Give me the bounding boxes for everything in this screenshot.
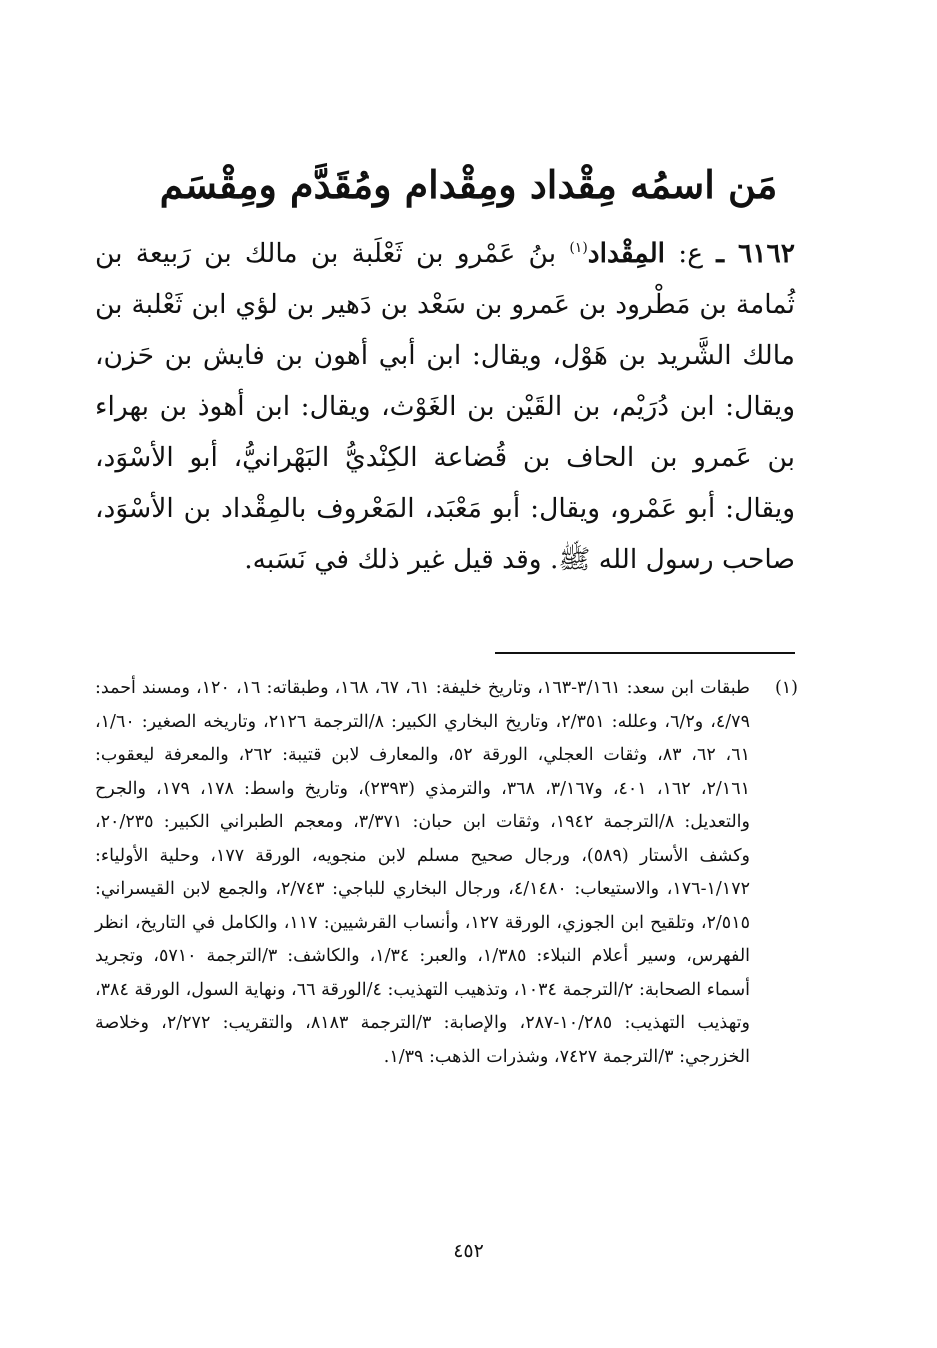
- entry-text: بنُ عَمْرو بن ثَعْلَبة بن مالك بن رَبيعة بن ثُمامة بن مَطْرود بن عَمرو بن سَعْد بن دَهير بن لؤي ابن ثَعْلبة بن مالك الشَّريد بن هَوْل، ويقال: ابن أبي أهون بن فايش بن حَزن، ويقال: ابن دُرَيْم، بن القَيْن بن الغَوْث، ويقال: ابن أهوذ بن بهراء بن عَمرو بن الحاف بن قُضاعة الكِنْديُّ البَهْرانيُّ، أبو الأسْوَد، ويقال: أبو عَمْرو، ويقال: أبو مَعْبَد، المَعْروف بالمِقْداد بن الأسْوَد، صاحب رسول الله ﷺ. وقد قيل غير ذلك في نَسَبه.: [95, 238, 795, 575]
- footnote-reference: (١): [569, 240, 588, 257]
- biography-entry: [95, 228, 795, 585]
- footnote-marker: (١): [774, 678, 798, 698]
- entry-code: ع:: [678, 238, 704, 269]
- entry-name: المِقْداد: [587, 238, 666, 269]
- entry-number: ٦١٦٢ ـ: [716, 238, 795, 269]
- footnote-divider: [495, 652, 795, 654]
- page-number: ٤٥٢: [453, 1240, 484, 1262]
- footnote: [95, 672, 798, 1074]
- footnote-text: طبقات ابن سعد: ٣/١٦١-١٦٣، وتاريخ خليفة: ٦١، ٦٧، ١٦٨، وطبقاته: ١٦، ١٢٠، ومسند أحمد: ٤/٧٩، و٦/٢، وعلله: ٢/٣٥١، وتاريخ البخاري الكبير: ٨/الترجمة ٢١٢٦، وتاريخه الصغير: ١/٦٠، ٦١، ٦٢، ٨٣، وثقات العجلي، الورقة ٥٢، والمعارف لابن قتيبة: ٢٦٢، والمعرفة ليعقوب: ٢/١٦١، ١٦٢، ٤٠١، و٣/١٦٧، ٣٦٨، والترمذي (٢٣٩٣)، وتاريخ واسط: ١٧٨، ١٧٩، والجرح والتعديل: ٨/الترجمة ١٩٤٢، وثقات ابن حبان: ٣/٣٧١، ومعجم الطبراني الكبير: ٢٠/٢٣٥، وكشف الأستار (٥٨٩)، ورجال صحيح مسلم لابن منجويه، الورقة ١٧٧، وحلية الأولياء: ١/١٧٢-١٧٦، والاستيعاب: ٤/١٤٨٠، ورجال البخاري للباجي: ٢/٧٤٣، والجمع لابن القيسراني: ٢/٥١٥، وتلقيح ابن الجوزي، الورقة ١٢٧، وأنساب القرشيين: ١١٧، والكامل في التاريخ، انظر الفهرس، وسير أعلام النبلاء: ١/٣٨٥، والعبر: ١/٣٤، والكاشف: ٣/الترجمة ٥٧١٠، وتجريد أسماء الصحابة: ٢/الترجمة ١٠٣٤، وتذهيب التهذيب: ٤/الورقة ٦٦، ونهاية السول، الورقة ٣٨٤، وتهذيب التهذيب: ١٠/٢٨٥-٢٨٧، والإصابة: ٣/الترجمة ٨١٨٣، والتقريب: ٢/٢٧٢، وخلاصة الخزرجي: ٣/الترجمة ٧٤٢٧، وشذرات الذهب: ١/٣٩.: [95, 678, 751, 1067]
- chapter-title: مَن اسمُه مِقْداد ومِقْدام ومُقَدَّم ومِقْسَم: [159, 162, 778, 207]
